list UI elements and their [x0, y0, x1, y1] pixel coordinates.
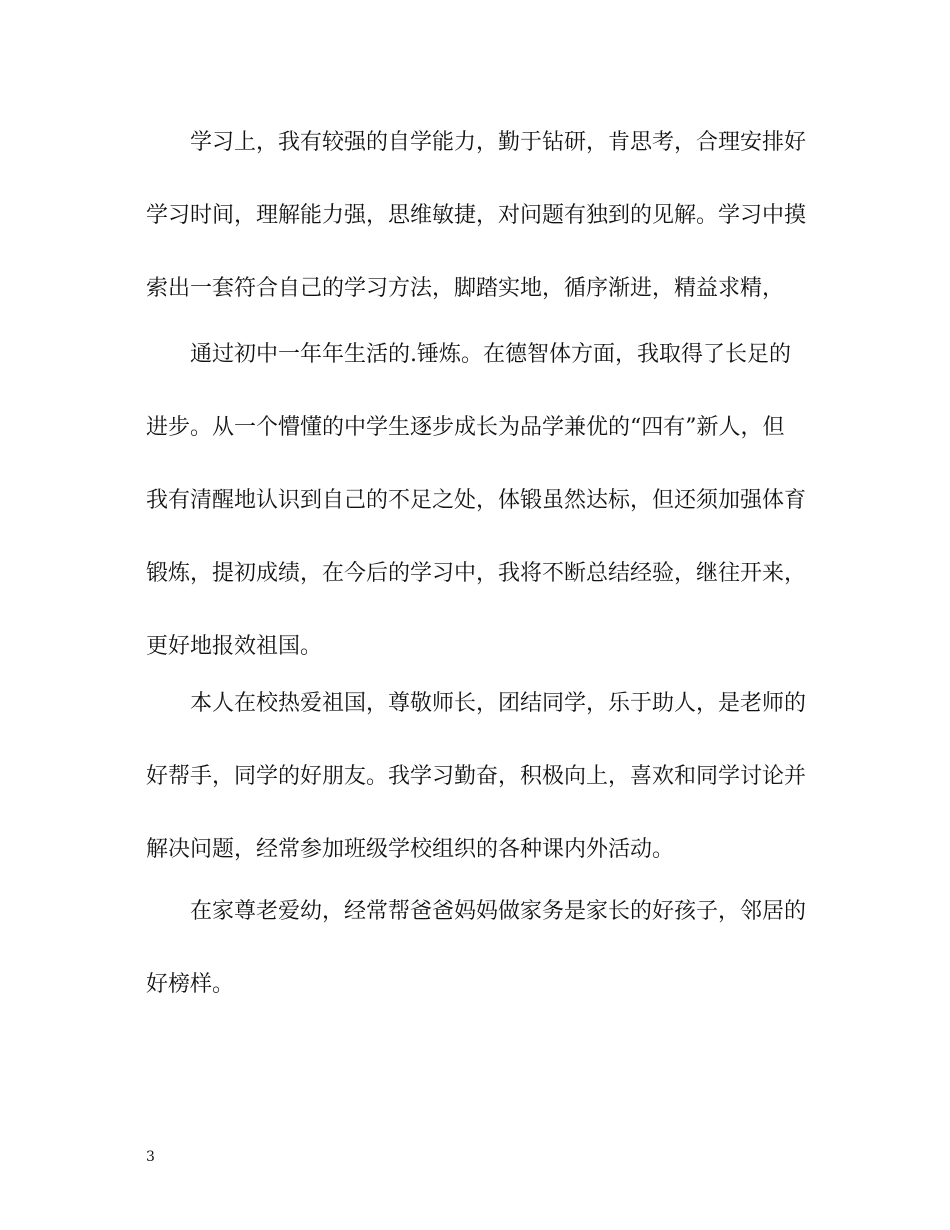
paragraph-line: 索出一套符合自己的学习方法，脚踏实地，循序渐进，精益求精，: [146, 276, 785, 301]
paragraph-line: 好帮手，同学的好朋友。我学习勤奋，积极向上，喜欢和同学讨论并: [146, 764, 807, 789]
paragraph-line: 学习时间，理解能力强，思维敏捷，对问题有独到的见解。学习中摸: [146, 203, 807, 228]
paragraph-line: 锻炼，提初成绩，在今后的学习中，我将不断总结经验，继往开来，: [146, 561, 807, 586]
paragraph-line: 好榜样。: [146, 972, 235, 997]
paragraph-line: 学习上，我有较强的自学能力，勤于钻研，肯思考，合理安排好: [190, 130, 807, 155]
paragraph-line: 通过初中一年年生活的.锤炼。在德智体方面，我取得了长足的: [190, 342, 791, 367]
paragraph-line: 我有清醒地认识到自己的不足之处，体锻虽然达标，但还须加强体育: [146, 488, 807, 513]
paragraph-line: 进步。从一个懵懂的中学生逐步成长为品学兼优的“四有”新人，但: [146, 415, 785, 440]
page-number: 3: [146, 1149, 155, 1165]
paragraph-line: 解决问题，经常参加班级学校组织的各种课内外活动。: [146, 837, 675, 862]
paragraph-line: 本人在校热爱祖国，尊敬师长，团结同学，乐于助人，是老师的: [190, 691, 807, 716]
paragraph-line: 在家尊老爱幼，经常帮爸爸妈妈做家务是家长的好孩子，邻居的: [190, 899, 807, 924]
paragraph-line: 更好地报效祖国。: [146, 634, 323, 659]
